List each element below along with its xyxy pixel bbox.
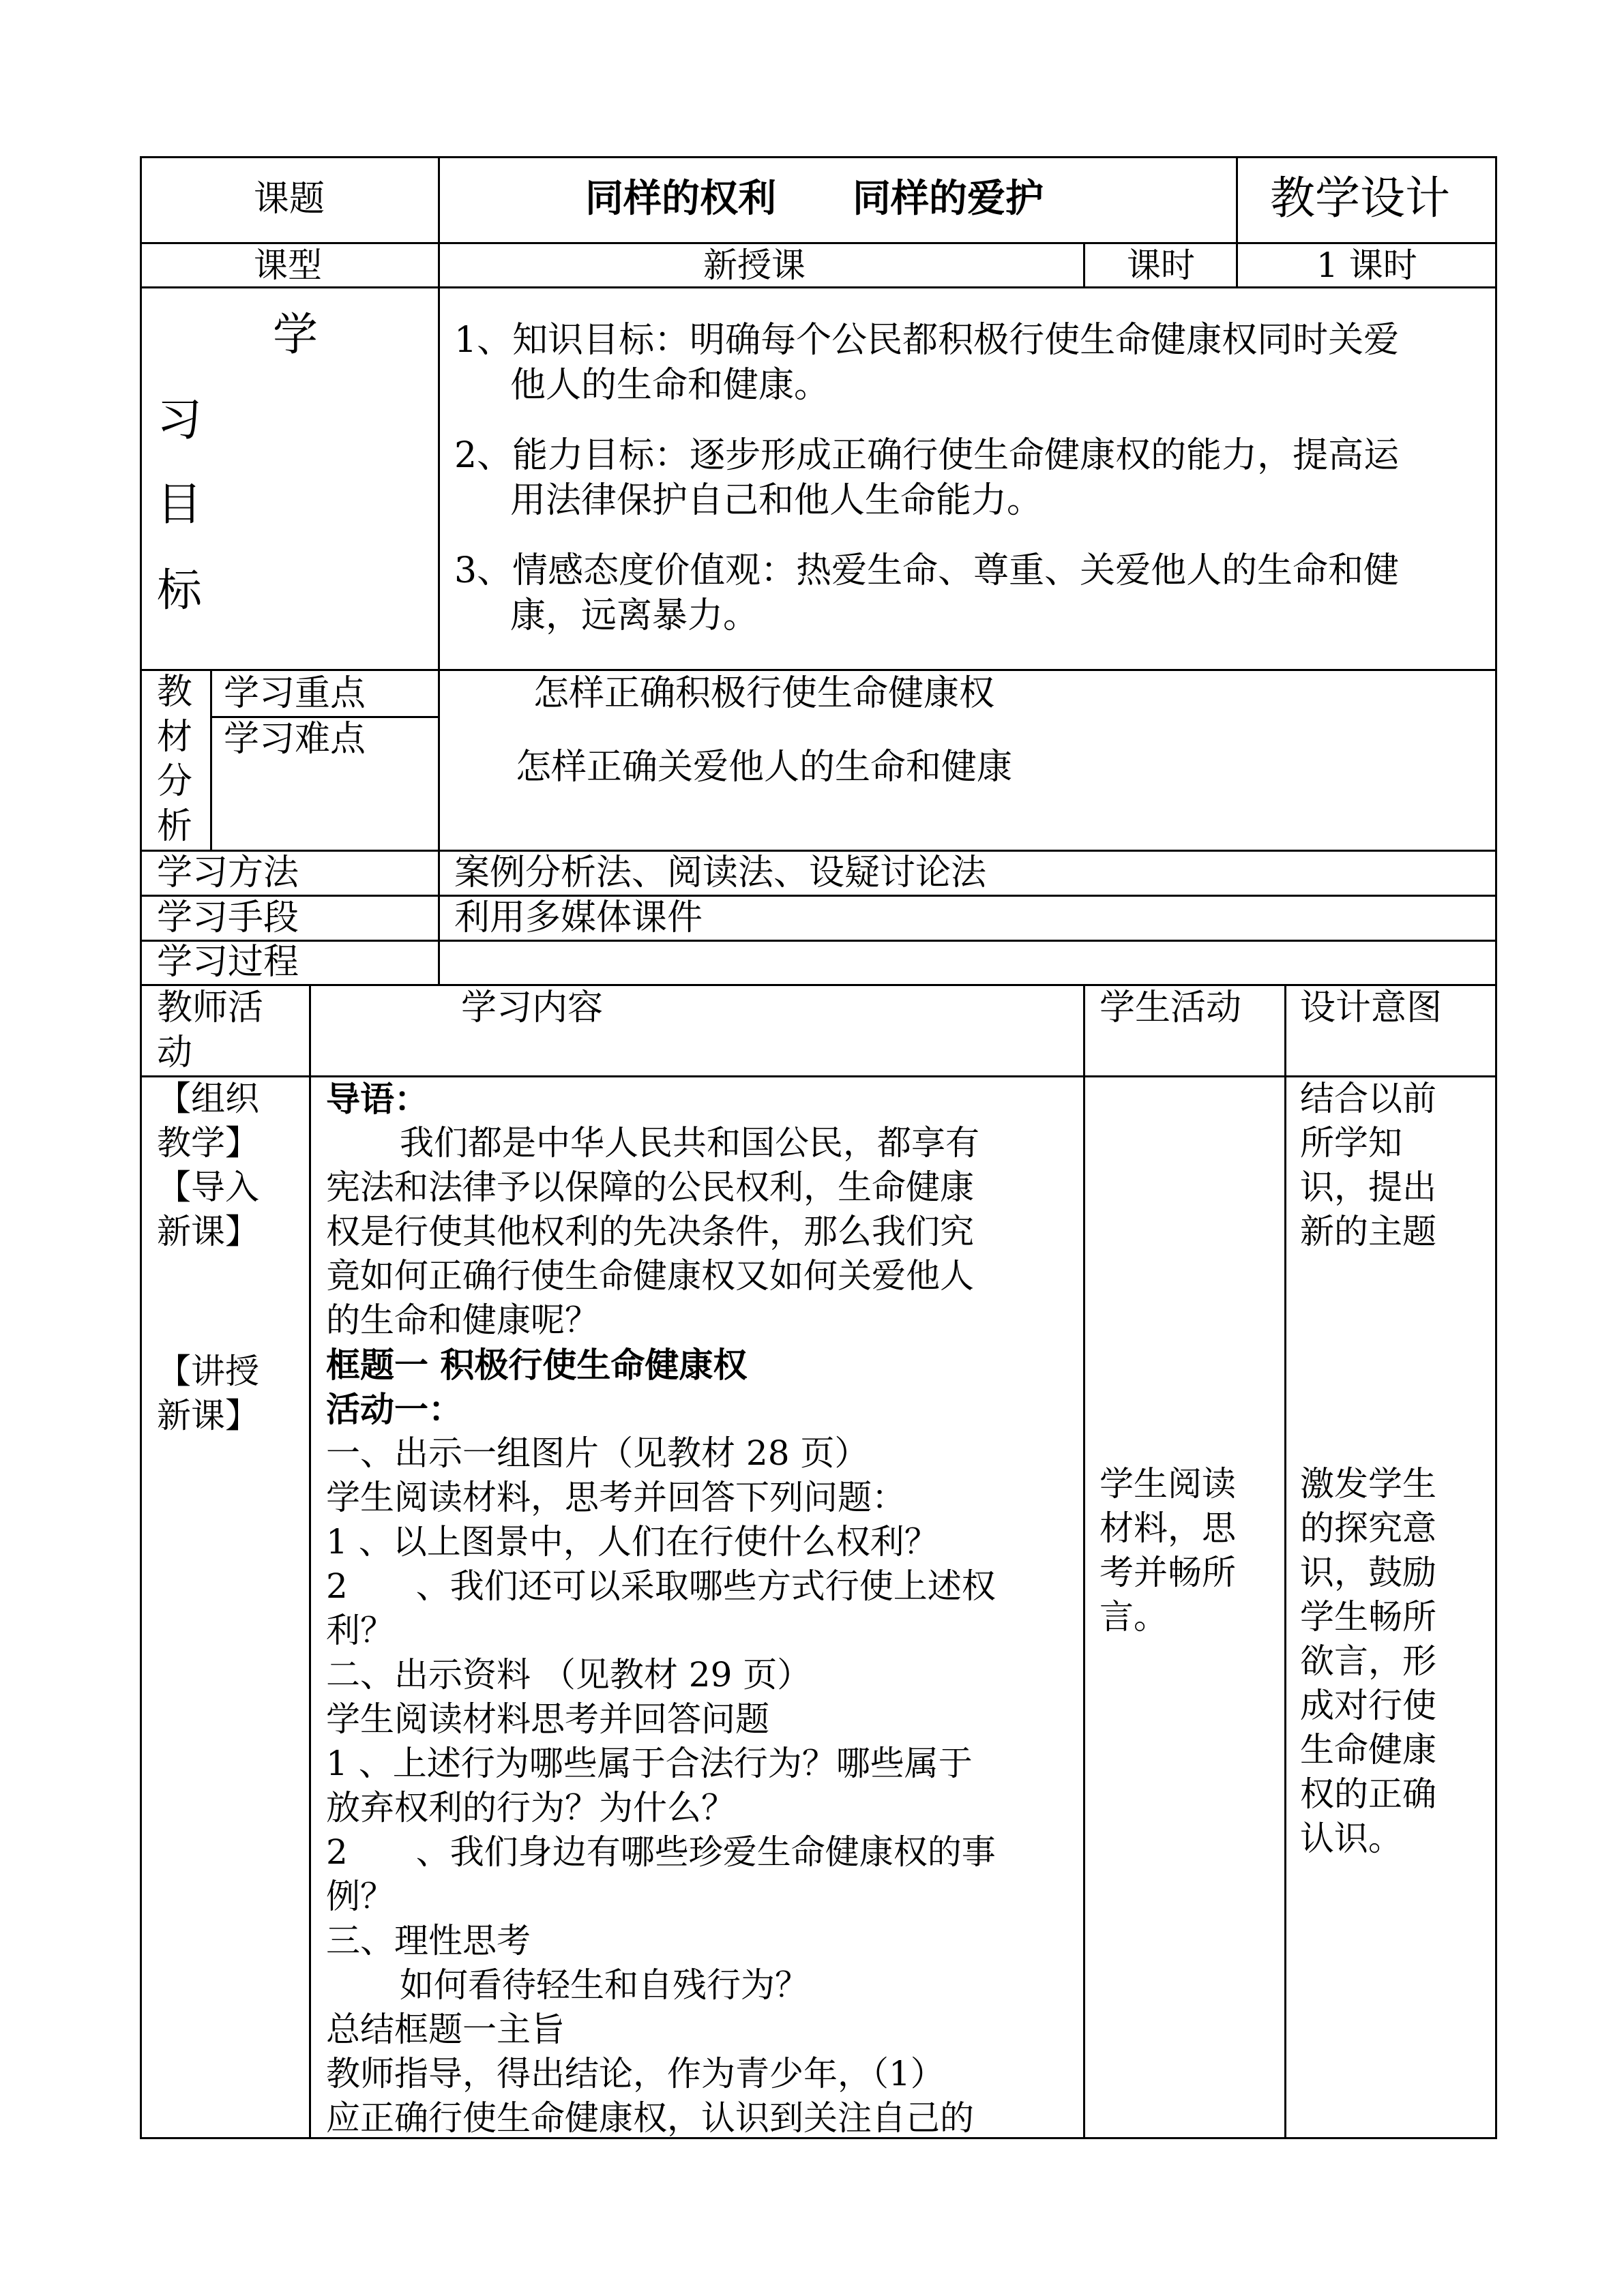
col-content-header: 学习内容 xyxy=(461,987,604,1028)
objective-line: 用法律保护自己和他人生命能力。 xyxy=(510,480,1043,521)
objectives-label-char: 标 xyxy=(157,564,202,616)
content-line: 二、出示资料 （见教材 29 页） xyxy=(326,1655,812,1695)
student-activity-line: 材料，思 xyxy=(1099,1508,1236,1548)
objectives-label-char: 习 xyxy=(157,393,202,446)
intent-line: 权的正确 xyxy=(1300,1774,1436,1814)
content-line: 1 、以上图景中，人们在行使什么权利？ xyxy=(326,1522,939,1562)
design-intent-activity xyxy=(1300,1462,1436,1861)
rule xyxy=(210,669,212,851)
doc-type: 教学设计 xyxy=(1270,172,1450,224)
topic-label: 课题 xyxy=(254,179,325,220)
teacher-activity-intro xyxy=(157,1077,259,1254)
content-line: 放弃权利的行为？为什么？ xyxy=(326,1788,735,1828)
intent-line: 学生畅所 xyxy=(1300,1597,1436,1637)
teacher-activity-line: 新课】 xyxy=(157,1212,259,1251)
rule xyxy=(309,984,311,2139)
objective-line: 2、能力目标：逐步形成正确行使生命健康权的能力，提高运 xyxy=(454,435,1400,476)
content-line: 如何看待轻生和自残行为？ xyxy=(400,1965,809,2005)
rule xyxy=(210,716,438,718)
design-intent-intro xyxy=(1300,1077,1436,1254)
intent-line: 认识。 xyxy=(1300,1819,1402,1858)
method-label: 学习方法 xyxy=(157,852,299,893)
student-activity-line: 考并畅所 xyxy=(1099,1553,1236,1592)
analysis-label-char: 教 xyxy=(157,672,193,713)
rule xyxy=(140,984,1495,986)
objective-line: 3、情感态度价值观：热爱生命、尊重、关爱他人的生命和健 xyxy=(454,550,1400,591)
analysis-label-char: 分 xyxy=(157,761,193,802)
rule xyxy=(1236,156,1238,288)
objectives-label-char: 学 xyxy=(273,308,318,361)
rule-left xyxy=(140,156,142,2139)
rule xyxy=(140,850,1495,852)
rule xyxy=(140,286,1495,288)
col-student-header: 学生活动 xyxy=(1099,987,1242,1028)
means-value: 利用多媒体课件 xyxy=(454,897,703,938)
difficulty-label: 学习难点 xyxy=(224,719,366,760)
content-line: 2 、我们还可以采取哪些方式行使上述权 xyxy=(326,1566,996,1606)
rule xyxy=(1083,984,1085,2139)
content-line: 权是行使其他权利的先决条件，那么我们究 xyxy=(326,1212,974,1251)
intent-line: 结合以前 xyxy=(1300,1079,1436,1118)
key-point-value: 怎样正确积极行使生命健康权 xyxy=(533,673,995,714)
intent-line: 生命健康 xyxy=(1300,1730,1436,1770)
content-line: 教师指导，得出结论，作为青少年，（1） xyxy=(326,2054,945,2093)
rule-top xyxy=(140,156,1495,158)
teacher-activity-line: 【组织 xyxy=(157,1079,259,1118)
intent-line: 识，提出 xyxy=(1300,1167,1436,1207)
student-activity-line: 言。 xyxy=(1099,1597,1168,1637)
objective-line: 他人的生命和健康。 xyxy=(510,365,830,406)
content-line: 的生命和健康呢？ xyxy=(326,1300,599,1340)
frame-title: 框题一 积极行使生命健康权 xyxy=(326,1345,748,1385)
page-title: 同样的权利 同样的爱护 xyxy=(585,176,1044,221)
rule xyxy=(1284,984,1286,2139)
teacher-activity-line: 新课】 xyxy=(157,1396,259,1435)
difficulty-value: 怎样正确关爱他人的生命和健康 xyxy=(516,747,1013,788)
teacher-activity-line: 【讲授 xyxy=(157,1352,259,1391)
content-body xyxy=(326,1077,996,2141)
content-line: 利？ xyxy=(326,1611,394,1650)
content-line: 我们都是中华人民共和国公民，都享有 xyxy=(400,1123,979,1163)
intent-line: 的探究意 xyxy=(1300,1508,1436,1548)
rule xyxy=(140,940,1495,942)
rule xyxy=(140,242,1495,244)
content-line: 竟如何正确行使生命健康权又如何关爱他人 xyxy=(326,1256,974,1296)
analysis-label-char: 材 xyxy=(157,717,193,758)
col-intent-header: 设计意图 xyxy=(1300,987,1443,1028)
rule xyxy=(438,156,440,986)
intent-line: 成对行使 xyxy=(1300,1686,1436,1725)
lesson-type: 新授课 xyxy=(703,245,806,285)
intent-line: 激发学生 xyxy=(1300,1464,1436,1504)
objectives-label-char: 目 xyxy=(157,478,202,531)
intent-line: 欲言，形 xyxy=(1300,1641,1436,1681)
col-teacher-header: 动 xyxy=(157,1032,193,1073)
teacher-activity-line: 【导入 xyxy=(157,1167,259,1207)
objective-line: 1、知识目标：明确每个公民都积极行使生命健康权同时关爱 xyxy=(454,320,1400,361)
activity-title: 活动一： xyxy=(326,1389,462,1429)
content-line: 三、理性思考 xyxy=(326,1921,531,1960)
analysis-label-char: 析 xyxy=(157,806,193,847)
content-line: 1 、上述行为哪些属于合法行为？哪些属于 xyxy=(326,1744,973,1783)
rule xyxy=(140,669,1495,671)
content-line: 宪法和法律予以保障的公民权利，生命健康 xyxy=(326,1167,974,1207)
content-line: 应正确行使生命健康权，认识到关注自己的 xyxy=(326,2098,974,2138)
method-value: 案例分析法、阅读法、设疑讨论法 xyxy=(454,852,987,893)
student-activity-line: 学生阅读 xyxy=(1099,1464,1236,1504)
means-label: 学习手段 xyxy=(157,897,299,938)
key-point-label: 学习重点 xyxy=(224,673,366,714)
content-line: 学生阅读材料思考并回答问题 xyxy=(326,1699,769,1739)
lesson-type-label: 课型 xyxy=(254,245,322,285)
rule xyxy=(1083,242,1085,288)
col-teacher-header: 教师活 xyxy=(157,987,264,1028)
intro-title: 导语： xyxy=(326,1079,428,1119)
period-label: 课时 xyxy=(1127,245,1195,285)
teacher-activity-line: 教学】 xyxy=(157,1123,259,1163)
intent-line: 识，鼓励 xyxy=(1300,1553,1436,1592)
content-line: 学生阅读材料，思考并回答下列问题： xyxy=(326,1478,906,1517)
period: 1 课时 xyxy=(1316,245,1417,285)
teacher-activity-teach xyxy=(157,1350,259,1438)
rule xyxy=(140,895,1495,897)
objective-line: 康，远离暴力。 xyxy=(510,595,759,636)
content-line: 一、出示一组图片（见教材 28 页） xyxy=(326,1433,869,1473)
process-label: 学习过程 xyxy=(157,942,299,983)
intent-line: 所学知 xyxy=(1300,1123,1402,1163)
content-line: 例？ xyxy=(326,1877,394,1916)
content-line: 总结框题一主旨 xyxy=(326,2010,565,2049)
content-line: 2 、我们身边有哪些珍爱生命健康权的事 xyxy=(326,1832,996,1872)
rule-right xyxy=(1495,156,1497,2139)
intent-line: 新的主题 xyxy=(1300,1212,1436,1251)
student-activity xyxy=(1099,1462,1236,1639)
